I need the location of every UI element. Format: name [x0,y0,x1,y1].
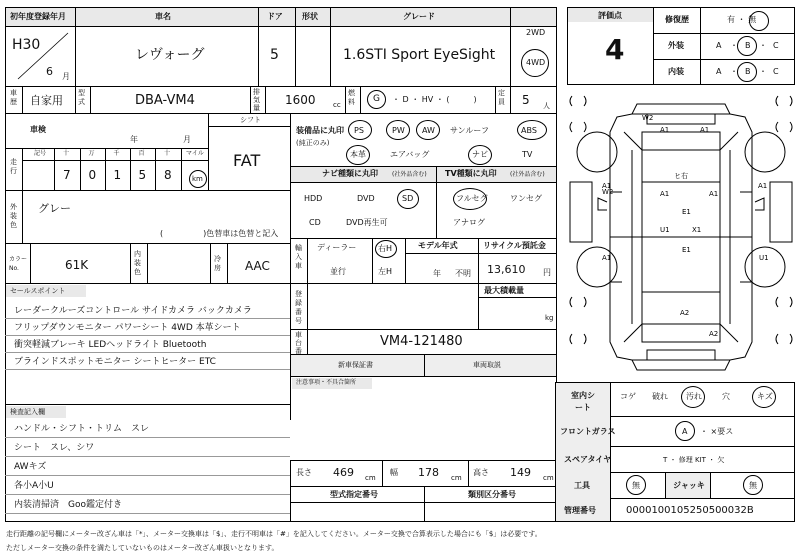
width-unit: cm [451,474,462,482]
mileage-col-header: 十 [63,150,70,157]
seat-item: コゲ [620,392,636,401]
shape-label: 形状 [302,12,318,21]
sales-rule [5,352,290,353]
height-value: 149 [510,466,531,479]
grade-option: C [773,41,779,50]
mileage-divider [54,148,55,190]
mileage-digit: 8 [164,168,172,182]
use-value: 自家用 [30,94,63,107]
cc-unit: cc [333,101,341,109]
glass-value: A [682,427,688,436]
damage-code-label: A1 [660,126,670,134]
equipment-item: ナビ [472,150,488,159]
seat-item: 汚れ [686,392,702,401]
navi-sublabel: (社外品含む) [392,171,427,178]
ac-value: AAC [245,259,270,273]
displacement-label: 排気量 [253,88,260,112]
type-cert-label: 型式指定番号 [330,490,378,499]
navi-dvd: DVD [357,194,375,203]
navi-dvd-play: DVD再生可 [346,218,388,227]
grade-separator: ・ [759,67,767,76]
grade-separator: ・ [730,41,738,50]
sales-line: ブラインドスポットモニター シートヒーター ETC [14,357,216,367]
length-unit: cm [365,474,376,482]
width-value: 178 [418,466,439,479]
equipment-item: ABS [521,126,537,135]
damage-code-label: A1 [602,182,612,190]
tv-label: TV種類に丸印 [445,169,497,178]
seat-item: キズ [757,392,773,401]
mileage-digit: 0 [88,168,97,182]
inspection-note-line: 各小A小U [14,481,54,491]
repair-value: 有 ・ 無 [727,15,757,24]
mileage-col-header: 百 [138,150,145,157]
equipment-item: エアバッグ [390,150,430,159]
equipment-item: 本革 [350,150,366,159]
inspection-note-rule [5,494,290,495]
inspection-note-rule [5,475,290,476]
interior-label: 内装 [668,67,684,76]
grade-selected-circle [737,36,757,56]
sales-rule [5,335,290,336]
drive-2wd: 2WD [526,28,546,37]
score-label: 評価点 [598,11,622,20]
seat-label: 室内シート [571,391,595,412]
mileage-col-header: マイル [186,150,204,157]
inspection-note-rule [5,513,290,514]
equipment-item: TV [522,150,533,159]
spare-value: T ・ 修理 KIT ・ 欠 [663,456,725,464]
navi-label: ナビ種類に丸印 [322,169,378,178]
reg-number-label: 登録番号 [295,290,302,325]
height-unit: cm [543,474,554,482]
import-label: 輸入車 [295,244,302,270]
inspection-note-line: AWキズ [14,462,47,472]
navi-cd: CD [309,218,321,227]
footer-line1: 走行距離の記号欄にメーター改ざん車は「*」、メーター交換車は「$」、走行不明車は「#」を記入してください。メーター交換で合算表示した場合にも「$」は必要です。 [6,530,542,538]
grade-option: B [745,41,751,50]
height-label: 高さ [473,468,489,477]
drive-4wd: 4WD [526,58,546,67]
mileage-divider [105,148,106,190]
import-right: 右H [378,244,393,253]
car-name: レヴォーグ [135,47,205,63]
model-value: DBA-VM4 [135,93,195,108]
yen-unit: 円 [543,268,551,277]
shift-label: シフト [240,116,261,124]
seat-item: 穴 [722,392,730,401]
score-value: 4 [605,33,625,66]
mgmt-label: 管理番号 [564,506,596,515]
equipment-item: AW [422,126,435,135]
damage-code-label: W2 [602,188,614,196]
door-label: ドア [267,12,283,21]
km-unit: km [192,175,203,183]
repair-none-circle [749,11,769,31]
grade-separator: ・ [730,67,738,76]
month-unit: 月 [62,72,70,81]
grade-value: 1.6STI Sport EyeSight [343,47,496,63]
sales-rule [5,318,290,319]
interior-color-label: 内装色 [134,250,141,276]
import-parallel: 並行 [330,267,346,276]
doors-value: 5 [270,47,279,63]
kg-unit: kg [545,314,554,322]
sales-line: フリップダウンモニター パワーシート 4WD 本革シート [14,323,241,333]
fuel-gasoline: G [373,94,380,104]
mileage-divider [181,148,182,190]
equipment-item: サンルーフ [450,126,489,135]
first-reg-era: H30 [12,37,41,53]
sales-rule [5,369,290,370]
navi-hdd: HDD [304,194,323,203]
equipment-label: 装備品に丸印 [296,126,344,135]
sales-label: セールスポイント [10,287,66,295]
color-no-label: カラーNo. [9,256,28,272]
mileage-divider [130,148,131,190]
shaken-year: 年 [130,135,138,144]
mileage-col-header: 記号 [34,150,47,157]
person-unit: 人 [543,102,550,110]
repair-label: 修復歴 [665,15,689,24]
color-label: 外装色 [10,203,17,229]
exterior-label: 外装 [668,41,684,50]
tv-oneseg: ワンセグ [510,194,542,203]
grade-label: グレード [403,12,435,21]
displacement-value: 1600 [285,93,316,107]
mileage-divider [155,148,156,190]
inspection-note-line: ハンドル・シフト・トリム スレ [14,424,150,434]
damage-code-label: A1 [700,126,710,134]
mileage-col-header: 千 [113,150,120,157]
color-no-value: 61K [65,258,89,272]
grade-selected-circle [737,62,757,82]
tv-fullseg: フルセグ [456,194,488,203]
damage-diagram [562,92,800,382]
chassis-label: 車台番 [295,331,302,355]
shaken-label: 車検 [30,125,46,134]
first-reg-month: 6 [46,65,53,78]
damage-code-label: A2 [680,309,690,317]
seat-item: 破れ [652,392,668,401]
length-label: 長さ [296,468,312,477]
width-label: 幅 [390,468,398,477]
spare-label: スペアタイヤ [564,455,612,464]
mileage-col-header: 万 [88,150,95,157]
chassis-value: VM4-121480 [380,334,463,349]
grade-option: A [716,41,722,50]
mileage-digit: 1 [113,168,122,182]
notes-label: 注意事項・不具合箇所 [296,379,357,386]
model-year-unit: 年 [433,269,441,278]
equipment-sublabel: (純正のみ) [296,139,330,147]
damage-code-label: A2 [709,330,719,338]
damage-code-label: X1 [692,226,702,234]
grade-option: A [716,67,722,76]
navi-sd: SD [402,194,414,203]
tools-value: 無 [632,481,640,490]
inspection-note-rule [5,437,290,438]
color-value: グレー [38,202,71,215]
equipment-item: PS [354,126,364,135]
manual-label: 車両取説 [473,361,501,369]
fuel-label: 燃料 [348,89,355,106]
mileage-digit: 5 [138,168,147,182]
color-note: ( )色替車は色替と記入 [160,229,279,238]
damage-code-label: A1 [709,190,719,198]
inspection-note-line: シート スレ、シワ [14,443,95,453]
damage-code-label: A1 [660,190,670,198]
damage-code-label: E1 [682,246,691,254]
sales-line: レーダークルーズコントロール サイドカメラ バックカメラ [14,306,252,316]
use-label: 車歴 [10,89,17,106]
tv-sublabel: (社外品含む) [510,171,545,178]
damage-code-label: ヒ右 [674,172,688,180]
grade-option: B [745,67,751,76]
import-left: 左H [378,267,393,276]
recycle-value: 13,610 [487,263,526,276]
capacity-label: 定員 [498,89,505,106]
model-year-label: モデル年式 [418,241,458,250]
import-dealer: ディーラー [317,243,357,252]
class-label: 類別区分番号 [468,490,516,499]
sales-line: 衝突軽減ブレーキ LEDヘッドライト Bluetooth [14,340,207,350]
inspection-note-rule [5,456,290,457]
mileage-divider [80,148,81,190]
type-label: 型式 [78,89,85,106]
capacity-value: 5 [522,93,530,107]
damage-code-label: U1 [660,226,670,234]
damage-code-label: U1 [759,254,769,262]
glass-label: フロントガラス [560,427,616,436]
footer-line2: ただしメーター交換の条件を満たしていないものはメーター改ざん車扱いとなります。 [6,544,279,552]
ac-label: 冷房 [214,255,221,272]
grade-option: C [773,67,779,76]
inspection-note-line: 内装清掃済 Goo鑑定付き [14,500,122,510]
jack-value: 無 [749,481,757,490]
fuel-options: ・ D ・ HV ・ ( ) [392,95,477,104]
recycle-label: リサイクル預託金 [483,241,546,250]
first-reg-label: 初年度登録年月 [10,12,66,21]
tv-analog: アナログ [453,218,485,227]
shaken-month: 月 [183,135,191,144]
inspection-notes-label: 検査記入欄 [10,408,45,416]
glass-rest: ・ ×要ス [700,427,734,436]
car-name-label: 車名 [155,12,171,21]
jack-label: ジャッキ [673,481,705,490]
tools-label: 工具 [574,481,590,490]
shift-value: FAT [233,151,261,170]
equipment-item: PW [392,126,405,135]
mileage-col-header: 十 [164,150,171,157]
damage-code-label: A1 [758,182,768,190]
damage-code-label: E1 [682,208,691,216]
damage-code-label: A1 [602,254,612,262]
mileage-label: 走行 [10,158,17,175]
warranty-label: 新車保証書 [338,361,373,369]
grade-separator: ・ [759,41,767,50]
max-load-label: 最大積載量 [484,286,524,295]
mileage-digit: 7 [63,168,71,182]
model-year-unknown: 不明 [455,269,471,278]
length-value: 469 [333,466,354,479]
damage-code-label: W2 [642,114,654,122]
mgmt-value: 0000100105250500032B [626,505,754,516]
